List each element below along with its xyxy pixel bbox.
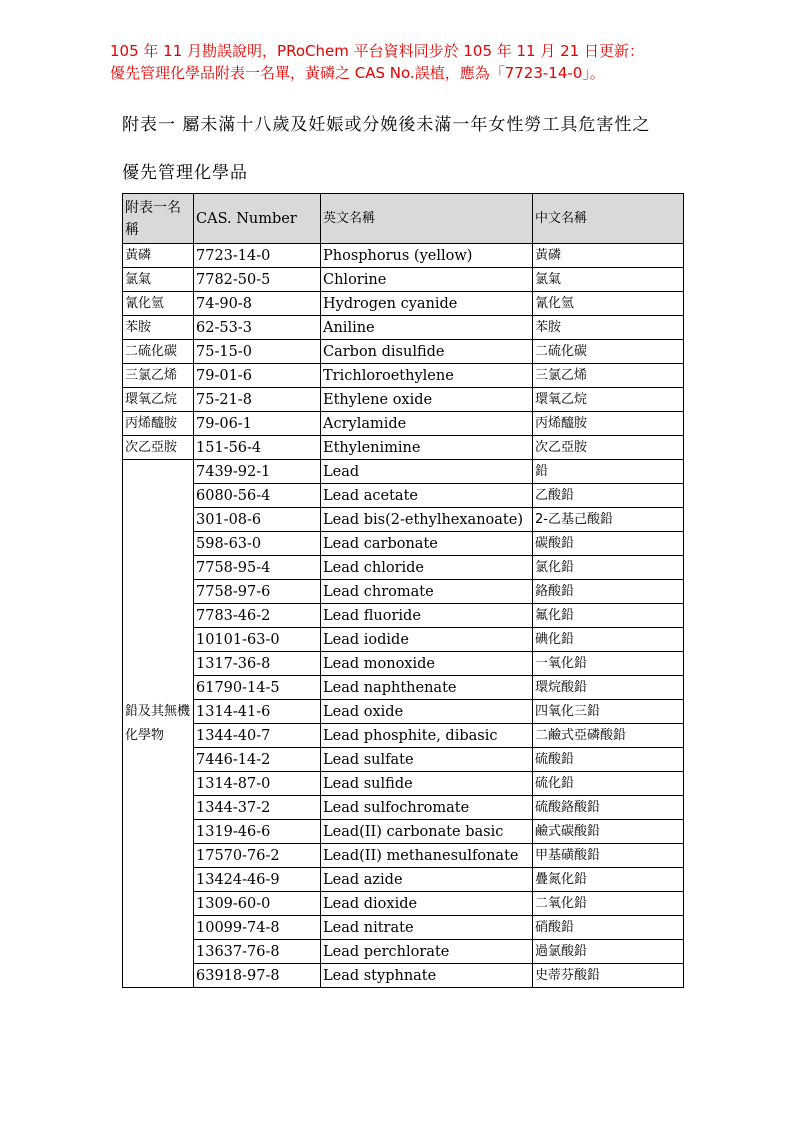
cas-number-cell: 6080-56-4 [194, 484, 321, 508]
english-name-cell: Lead [321, 460, 533, 484]
table-row [123, 772, 684, 796]
english-name-cell: Chlorine [321, 268, 533, 292]
chinese-name-cell: 丙烯醯胺 [533, 412, 684, 436]
table-row [123, 460, 684, 484]
errata-line-1: 105 年 11 月勘誤說明，PRoChem 平台資料同步於 105 年 11 月 21 日更新： [110, 42, 644, 60]
table-row [123, 964, 684, 988]
chinese-name-cell: 疊氮化鉛 [533, 868, 684, 892]
table-row [123, 604, 684, 628]
table-row [123, 292, 684, 316]
cas-number-cell: 7782-50-5 [194, 268, 321, 292]
table-row [123, 748, 684, 772]
chinese-name-cell: 氯化鉛 [533, 556, 684, 580]
chemical-table [122, 193, 684, 988]
chinese-name-cell: 過氯酸鉛 [533, 940, 684, 964]
chinese-name-cell: 硫酸鉻酸鉛 [533, 796, 684, 820]
chinese-name-cell: 碳酸鉛 [533, 532, 684, 556]
english-name-cell: Lead azide [321, 868, 533, 892]
table-row [123, 508, 684, 532]
chinese-name-cell: 三氯乙烯 [533, 364, 684, 388]
chinese-name-cell: 次乙亞胺 [533, 436, 684, 460]
cas-number-cell: 74-90-8 [194, 292, 321, 316]
cas-number-cell: 63918-97-8 [194, 964, 321, 988]
table-row [123, 268, 684, 292]
table-row [123, 820, 684, 844]
table-row [123, 724, 684, 748]
english-name-cell: Lead oxide [321, 700, 533, 724]
table-row [123, 628, 684, 652]
errata-line-2: 優先管理化學品附表一名單，黃磷之 CAS No.誤植，應為「7723-14-0」。 [110, 64, 605, 82]
chinese-name-cell: 鉻酸鉛 [533, 580, 684, 604]
chinese-name-cell: 硝酸鉛 [533, 916, 684, 940]
cas-number-cell: 7439-92-1 [194, 460, 321, 484]
chinese-name-cell: 二硫化碳 [533, 340, 684, 364]
table-row [123, 652, 684, 676]
table-row [123, 580, 684, 604]
table-row [123, 412, 684, 436]
chinese-name-cell: 氯氣 [533, 268, 684, 292]
table-body [123, 244, 684, 988]
english-name-cell: Lead dioxide [321, 892, 533, 916]
chinese-name-cell: 硫化鉛 [533, 772, 684, 796]
table-name-cell: 丙烯醯胺 [123, 412, 194, 436]
english-name-cell: Lead phosphite, dibasic [321, 724, 533, 748]
english-name-cell: Lead sulfide [321, 772, 533, 796]
english-name-cell: Trichloroethylene [321, 364, 533, 388]
table-name-cell: 黃磷 [123, 244, 194, 268]
chinese-name-cell: 環氧乙烷 [533, 388, 684, 412]
cas-number-cell: 1314-87-0 [194, 772, 321, 796]
cas-number-cell: 151-56-4 [194, 436, 321, 460]
chinese-name-cell: 黃磷 [533, 244, 684, 268]
english-name-cell: Lead chromate [321, 580, 533, 604]
chinese-name-cell: 史蒂芬酸鉛 [533, 964, 684, 988]
table-header-row [123, 194, 684, 244]
english-name-cell: Lead(II) methanesulfonate [321, 844, 533, 868]
cas-number-cell: 598-63-0 [194, 532, 321, 556]
english-name-cell: Hydrogen cyanide [321, 292, 533, 316]
chinese-name-cell: 2-乙基己酸鉛 [533, 508, 684, 532]
cas-number-cell: 1319-46-6 [194, 820, 321, 844]
english-name-cell: Lead iodide [321, 628, 533, 652]
table-name-cell: 氰化氫 [123, 292, 194, 316]
page-title: 附表一 屬未滿十八歲及妊娠或分娩後未滿一年女性勞工具危害性之 [122, 115, 651, 135]
cas-number-cell: 7758-95-4 [194, 556, 321, 580]
table-name-cell: 環氧乙烷 [123, 388, 194, 412]
table-name-cell: 二硫化碳 [123, 340, 194, 364]
cas-number-cell: 7783-46-2 [194, 604, 321, 628]
chinese-name-cell: 二氧化鉛 [533, 892, 684, 916]
chinese-name-cell: 碘化鉛 [533, 628, 684, 652]
english-name-cell: Lead perchlorate [321, 940, 533, 964]
cas-number-cell: 7723-14-0 [194, 244, 321, 268]
errata-notice [110, 40, 750, 84]
cas-number-cell: 79-01-6 [194, 364, 321, 388]
chinese-name-cell: 鹼式碳酸鉛 [533, 820, 684, 844]
english-name-cell: Lead naphthenate [321, 676, 533, 700]
table-row [123, 532, 684, 556]
cas-number-cell: 13424-46-9 [194, 868, 321, 892]
table-row [123, 700, 684, 724]
english-name-cell: Acrylamide [321, 412, 533, 436]
english-name-cell: Lead bis(2-ethylhexanoate) [321, 508, 533, 532]
english-name-cell: Phosphorus (yellow) [321, 244, 533, 268]
table-row [123, 244, 684, 268]
cas-number-cell: 7446-14-2 [194, 748, 321, 772]
english-name-cell: Lead styphnate [321, 964, 533, 988]
cas-number-cell: 1314-41-6 [194, 700, 321, 724]
chinese-name-cell: 氰化氫 [533, 292, 684, 316]
table-row [123, 316, 684, 340]
chinese-name-cell: 甲基磺酸鉛 [533, 844, 684, 868]
chinese-name-cell: 二鹼式亞磷酸鉛 [533, 724, 684, 748]
english-name-cell: Lead acetate [321, 484, 533, 508]
english-name-cell: Ethylenimine [321, 436, 533, 460]
cas-number-cell: 62-53-3 [194, 316, 321, 340]
table-row [123, 844, 684, 868]
table-row [123, 364, 684, 388]
cas-number-cell: 75-21-8 [194, 388, 321, 412]
chinese-name-cell: 乙酸鉛 [533, 484, 684, 508]
cas-number-cell: 75-15-0 [194, 340, 321, 364]
cas-number-cell: 1317-36-8 [194, 652, 321, 676]
cas-number-cell: 1309-60-0 [194, 892, 321, 916]
cas-number-cell: 7758-97-6 [194, 580, 321, 604]
chinese-name-cell: 環烷酸鉛 [533, 676, 684, 700]
table-name-cell: 苯胺 [123, 316, 194, 340]
cas-number-cell: 10099-74-8 [194, 916, 321, 940]
header-table-name: 附表一名稱 [123, 194, 194, 244]
table-row [123, 892, 684, 916]
english-name-cell: Lead(II) carbonate basic [321, 820, 533, 844]
english-name-cell: Lead fluoride [321, 604, 533, 628]
table-row [123, 916, 684, 940]
chinese-name-cell: 硫酸鉛 [533, 748, 684, 772]
english-name-cell: Carbon disulfide [321, 340, 533, 364]
table-row [123, 676, 684, 700]
table-row [123, 484, 684, 508]
english-name-cell: Lead sulfate [321, 748, 533, 772]
english-name-cell: Lead monoxide [321, 652, 533, 676]
cas-number-cell: 1344-40-7 [194, 724, 321, 748]
english-name-cell: Lead chloride [321, 556, 533, 580]
cas-number-cell: 79-06-1 [194, 412, 321, 436]
cas-number-cell: 10101-63-0 [194, 628, 321, 652]
english-name-cell: Lead carbonate [321, 532, 533, 556]
english-name-cell: Aniline [321, 316, 533, 340]
page-subtitle: 優先管理化學品 [122, 163, 248, 183]
chinese-name-cell: 四氧化三鉛 [533, 700, 684, 724]
table-row [123, 388, 684, 412]
cas-number-cell: 301-08-6 [194, 508, 321, 532]
table-name-cell: 三氯乙烯 [123, 364, 194, 388]
cas-number-cell: 17570-76-2 [194, 844, 321, 868]
table-row [123, 868, 684, 892]
header-cas-number: CAS. Number [194, 194, 321, 244]
table-row [123, 556, 684, 580]
english-name-cell: Lead sulfochromate [321, 796, 533, 820]
english-name-cell: Ethylene oxide [321, 388, 533, 412]
chinese-name-cell: 一氧化鉛 [533, 652, 684, 676]
table-row [123, 340, 684, 364]
header-english-name: 英文名稱 [321, 194, 533, 244]
table-row [123, 436, 684, 460]
header-chinese-name: 中文名稱 [533, 194, 684, 244]
english-name-cell: Lead nitrate [321, 916, 533, 940]
chinese-name-cell: 氟化鉛 [533, 604, 684, 628]
cas-number-cell: 61790-14-5 [194, 676, 321, 700]
cas-number-cell: 13637-76-8 [194, 940, 321, 964]
cas-number-cell: 1344-37-2 [194, 796, 321, 820]
chinese-name-cell: 苯胺 [533, 316, 684, 340]
table-row [123, 796, 684, 820]
chinese-name-cell: 鉛 [533, 460, 684, 484]
table-row [123, 940, 684, 964]
table-name-cell: 氯氣 [123, 268, 194, 292]
table-name-cell: 次乙亞胺 [123, 436, 194, 460]
lead-group-name-cell: 鉛及其無機化學物 [123, 460, 194, 988]
